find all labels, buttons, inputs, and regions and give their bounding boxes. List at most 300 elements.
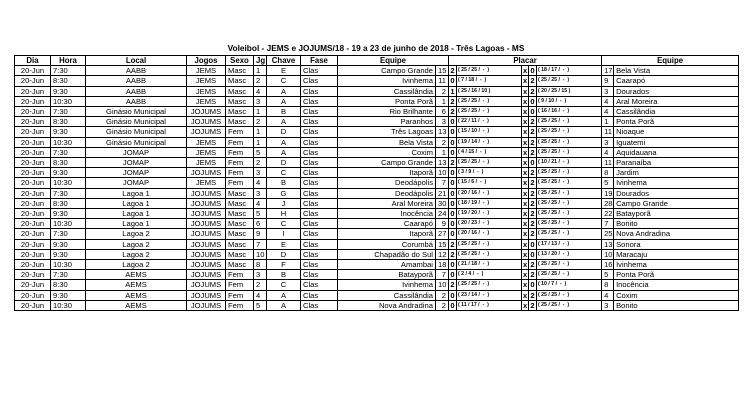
- cell-chave: A: [267, 96, 301, 106]
- cell-sets-b: 2: [530, 229, 535, 239]
- cell-chave: F: [267, 260, 301, 270]
- cell-equipe-b: Bela Vista: [614, 66, 739, 76]
- cell-chave: D: [267, 249, 301, 259]
- cell-parciais-b: ( 25 / 25 / - ): [537, 209, 602, 219]
- cell-local: AABB: [86, 86, 187, 96]
- cell-parciais-b: ( 25 / 25 / - ): [537, 127, 602, 137]
- cell-hora: 7:30: [51, 270, 86, 280]
- cell-parciais-a: ( 4 / 15 / - ): [457, 147, 522, 157]
- cell-sets-a: 2: [450, 96, 455, 106]
- cell-sets-a: 0: [450, 209, 455, 219]
- cell-dia: 20-Jun: [15, 300, 51, 310]
- cell-dia: 20-Jun: [15, 239, 51, 249]
- cell-x: x: [523, 147, 528, 157]
- table-row: [15, 219, 739, 229]
- cell-jogos: JEMS: [187, 76, 226, 86]
- cell-parciais-b: ( 25 / 25 / - ): [537, 270, 602, 280]
- page-title: Voleibol - JEMS e JOJUMS/18 - 19 a 23 de junho de 2018 - Três Lagoas - MS: [227, 43, 525, 53]
- cell-jogos: JOJUMS: [187, 127, 226, 137]
- cell-local: AEMS: [86, 300, 187, 310]
- cell-jg: 5: [254, 147, 267, 157]
- cell-jogos: JOJUMS: [187, 107, 226, 117]
- cell-sexo: Fem: [226, 178, 254, 188]
- cell-num-a: 15: [436, 239, 449, 249]
- cell-sexo: Fem: [226, 127, 254, 137]
- cell-sets-b: 2: [530, 300, 535, 310]
- table-row: [15, 168, 739, 178]
- cell-hora: 8:30: [51, 117, 86, 127]
- cell-sets-a: 0: [450, 117, 455, 127]
- cell-jogos: JOJUMS: [187, 219, 226, 229]
- cell-sets-b: 2: [530, 86, 535, 96]
- cell-num-b: 11: [602, 127, 614, 137]
- cell-x: x: [523, 137, 528, 147]
- cell-sets-b: 2: [530, 76, 535, 86]
- cell-sets-a: 0: [450, 127, 455, 137]
- cell-dia: 20-Jun: [15, 188, 51, 198]
- cell-hora: 7:30: [51, 107, 86, 117]
- cell-local: JOMAP: [86, 168, 187, 178]
- cell-jogos: JOJUMS: [187, 188, 226, 198]
- cell-sexo: Masc: [226, 239, 254, 249]
- cell-num-b: 10: [602, 249, 614, 259]
- cell-x: x: [523, 117, 528, 127]
- cell-local: Ginásio Municipal: [86, 107, 187, 117]
- cell-num-a: 1: [436, 96, 449, 106]
- cell-parciais-b: ( 25 / 25 / - ): [537, 198, 602, 208]
- cell-equipe-a: Coxim: [338, 147, 436, 157]
- cell-sets-a: 0: [450, 147, 455, 157]
- cell-num-a: 30: [436, 198, 449, 208]
- cell-num-a: 15: [436, 66, 449, 76]
- schedule-table: [14, 55, 739, 311]
- header-equipe-a: Equipe: [338, 56, 449, 66]
- cell-num-a: 27: [436, 229, 449, 239]
- cell-fase: Clas: [301, 76, 338, 86]
- cell-parciais-a: ( 7 / 18 / - ): [457, 76, 522, 86]
- cell-sets-a: 0: [450, 219, 455, 229]
- cell-parciais-a: ( 21 / 18 / - ): [457, 260, 522, 270]
- cell-num-a: 24: [436, 209, 449, 219]
- cell-local: Ginásio Municipal: [86, 117, 187, 127]
- cell-parciais-a: ( 2 / 4 / - ): [457, 270, 522, 280]
- cell-sexo: Masc: [226, 188, 254, 198]
- cell-fase: Clas: [301, 249, 338, 259]
- cell-jg: 2: [254, 280, 267, 290]
- table-row: [15, 137, 739, 147]
- cell-sets-a: 1: [450, 86, 455, 96]
- cell-dia: 20-Jun: [15, 290, 51, 300]
- cell-hora: 7:30: [51, 66, 86, 76]
- header-hora: Hora: [51, 56, 86, 66]
- cell-sexo: Masc: [226, 209, 254, 219]
- cell-sexo: Fem: [226, 168, 254, 178]
- cell-chave: A: [267, 147, 301, 157]
- cell-equipe-b: Ivinhema: [614, 260, 739, 270]
- cell-equipe-b: Campo Grande: [614, 198, 739, 208]
- cell-chave: A: [267, 300, 301, 310]
- cell-fase: Clas: [301, 178, 338, 188]
- cell-num-b: 5: [602, 270, 614, 280]
- cell-equipe-b: Paranaíba: [614, 158, 739, 168]
- cell-jg: 7: [254, 239, 267, 249]
- cell-hora: 9:30: [51, 168, 86, 178]
- cell-local: AABB: [86, 96, 187, 106]
- cell-x: x: [523, 219, 528, 229]
- cell-x: x: [523, 249, 528, 259]
- cell-sexo: Fem: [226, 280, 254, 290]
- cell-sets-a: 0: [450, 188, 455, 198]
- cell-sets-a: 2: [450, 239, 455, 249]
- cell-jogos: JEMS: [187, 158, 226, 168]
- cell-jg: 4: [254, 178, 267, 188]
- cell-equipe-a: Campo Grande: [338, 158, 436, 168]
- cell-num-a: 10: [436, 280, 449, 290]
- cell-sets-b: 2: [530, 290, 535, 300]
- cell-parciais-b: ( 25 / 25 / - ): [537, 219, 602, 229]
- cell-jg: 1: [254, 127, 267, 137]
- cell-sets-b: 2: [530, 260, 535, 270]
- cell-num-b: 8: [602, 280, 614, 290]
- cell-local: Lagoa 2: [86, 229, 187, 239]
- cell-sets-a: 0: [450, 260, 455, 270]
- cell-parciais-b: ( 25 / 25 / - ): [537, 76, 602, 86]
- cell-dia: 20-Jun: [15, 219, 51, 229]
- cell-parciais-a: ( 20 / 16 / - ): [457, 188, 522, 198]
- cell-chave: A: [267, 290, 301, 300]
- cell-parciais-a: ( 11 / 17 / - ): [457, 300, 522, 310]
- cell-sets-b: 0: [530, 158, 535, 168]
- cell-equipe-b: Ponta Porã: [614, 270, 739, 280]
- cell-x: x: [523, 96, 528, 106]
- cell-x: x: [523, 260, 528, 270]
- cell-sets-a: 0: [450, 229, 455, 239]
- cell-parciais-b: ( 18 / 17 / - ): [537, 66, 602, 76]
- cell-sets-b: 0: [530, 96, 535, 106]
- cell-equipe-a: Aral Moreira: [338, 198, 436, 208]
- cell-dia: 20-Jun: [15, 117, 51, 127]
- header-equipe-b: Equipe: [602, 56, 739, 66]
- cell-equipe-a: Nova Andradina: [338, 300, 436, 310]
- table-row: [15, 86, 739, 96]
- cell-num-a: 1: [436, 147, 449, 157]
- cell-jogos: JEMS: [187, 137, 226, 147]
- cell-equipe-b: Aral Moreira: [614, 96, 739, 106]
- cell-jg: 2: [254, 76, 267, 86]
- cell-x: x: [523, 107, 528, 117]
- cell-dia: 20-Jun: [15, 178, 51, 188]
- cell-chave: E: [267, 66, 301, 76]
- cell-num-a: 21: [436, 188, 449, 198]
- cell-parciais-a: ( 25 / 25 / - ): [457, 280, 522, 290]
- cell-fase: Clas: [301, 300, 338, 310]
- cell-fase: Clas: [301, 168, 338, 178]
- cell-x: x: [523, 280, 528, 290]
- cell-equipe-b: Coxim: [614, 290, 739, 300]
- cell-parciais-a: ( 19 / 20 / - ): [457, 209, 522, 219]
- cell-x: x: [523, 290, 528, 300]
- cell-hora: 10:30: [51, 137, 86, 147]
- cell-fase: Clas: [301, 198, 338, 208]
- cell-jg: 6: [254, 219, 267, 229]
- cell-equipe-b: Aquidauana: [614, 147, 739, 157]
- cell-equipe-b: Caarapó: [614, 76, 739, 86]
- cell-jogos: JEMS: [187, 66, 226, 76]
- cell-num-b: 4: [602, 290, 614, 300]
- cell-parciais-a: ( 25 / 25 / - ): [457, 107, 522, 117]
- cell-dia: 20-Jun: [15, 229, 51, 239]
- table-row: [15, 300, 739, 310]
- cell-num-a: 11: [436, 76, 449, 86]
- cell-fase: Clas: [301, 219, 338, 229]
- cell-local: Ginásio Municipal: [86, 127, 187, 137]
- cell-fase: Clas: [301, 117, 338, 127]
- cell-local: Ginásio Municipal: [86, 137, 187, 147]
- cell-sets-b: 2: [530, 137, 535, 147]
- cell-jogos: JOJUMS: [187, 168, 226, 178]
- cell-local: AEMS: [86, 290, 187, 300]
- cell-parciais-a: ( 19 / 14 / - ): [457, 137, 522, 147]
- cell-hora: 10:30: [51, 300, 86, 310]
- cell-num-a: 18: [436, 260, 449, 270]
- cell-equipe-a: Chapadão do Sul: [338, 249, 436, 259]
- cell-jogos: JOJUMS: [187, 209, 226, 219]
- cell-hora: 7:30: [51, 147, 86, 157]
- cell-equipe-b: Dourados: [614, 188, 739, 198]
- cell-sets-a: 0: [450, 300, 455, 310]
- cell-chave: B: [267, 270, 301, 280]
- cell-equipe-a: Itaporã: [338, 168, 436, 178]
- cell-chave: A: [267, 117, 301, 127]
- cell-sets-a: 0: [450, 178, 455, 188]
- cell-sets-b: 2: [530, 168, 535, 178]
- table-row: [15, 229, 739, 239]
- table-row: [15, 209, 739, 219]
- cell-chave: C: [267, 168, 301, 178]
- cell-equipe-b: Bonito: [614, 219, 739, 229]
- cell-sexo: Masc: [226, 249, 254, 259]
- cell-sets-a: 0: [450, 198, 455, 208]
- cell-parciais-b: ( 10 / 7 / - ): [537, 280, 602, 290]
- cell-local: JOMAP: [86, 158, 187, 168]
- table-row: [15, 147, 739, 157]
- cell-chave: D: [267, 127, 301, 137]
- cell-dia: 20-Jun: [15, 96, 51, 106]
- cell-parciais-a: ( 25 / 25 / - ): [457, 249, 522, 259]
- cell-local: Lagoa 1: [86, 219, 187, 229]
- cell-equipe-b: Ponta Porã: [614, 117, 739, 127]
- cell-num-a: 2: [436, 86, 449, 96]
- cell-sets-b: 0: [530, 280, 535, 290]
- cell-chave: B: [267, 178, 301, 188]
- cell-chave: G: [267, 188, 301, 198]
- cell-jg: 3: [254, 96, 267, 106]
- schedule-sheet: [14, 41, 738, 311]
- cell-local: AEMS: [86, 270, 187, 280]
- cell-hora: 8:30: [51, 76, 86, 86]
- cell-parciais-b: ( 25 / 25 / - ): [537, 168, 602, 178]
- cell-equipe-a: Itaporã: [338, 229, 436, 239]
- cell-sexo: Masc: [226, 86, 254, 96]
- header-row: [15, 56, 739, 66]
- cell-num-b: 5: [602, 178, 614, 188]
- cell-jg: 4: [254, 198, 267, 208]
- cell-hora: 10:30: [51, 260, 86, 270]
- cell-x: x: [523, 198, 528, 208]
- cell-num-b: 25: [602, 229, 614, 239]
- cell-sets-b: 0: [530, 107, 535, 117]
- cell-parciais-b: ( 25 / 25 / - ): [537, 147, 602, 157]
- cell-equipe-b: Ivinhema: [614, 178, 739, 188]
- cell-jogos: JEMS: [187, 86, 226, 96]
- cell-equipe-b: Cassilândia: [614, 107, 739, 117]
- cell-chave: E: [267, 239, 301, 249]
- cell-num-a: 7: [436, 178, 449, 188]
- cell-parciais-a: ( 25 / 25 / - ): [457, 239, 522, 249]
- cell-jg: 8: [254, 260, 267, 270]
- cell-sets-b: 2: [530, 127, 535, 137]
- cell-sexo: Masc: [226, 96, 254, 106]
- cell-equipe-b: Nova Andradina: [614, 229, 739, 239]
- cell-local: AABB: [86, 66, 187, 76]
- cell-sets-b: 2: [530, 270, 535, 280]
- cell-sets-b: 0: [530, 239, 535, 249]
- cell-fase: Clas: [301, 260, 338, 270]
- table-row: [15, 96, 739, 106]
- header-placar: Placar: [449, 56, 602, 66]
- cell-fase: Clas: [301, 229, 338, 239]
- cell-jogos: JOJUMS: [187, 117, 226, 127]
- table-row: [15, 66, 739, 76]
- cell-sets-b: 0: [530, 66, 535, 76]
- cell-chave: B: [267, 107, 301, 117]
- table-row: [15, 270, 739, 280]
- cell-parciais-a: ( 15 / 10 / - ): [457, 127, 522, 137]
- cell-local: AABB: [86, 76, 187, 86]
- cell-x: x: [523, 66, 528, 76]
- cell-chave: C: [267, 280, 301, 290]
- cell-equipe-b: Inocência: [614, 280, 739, 290]
- schedule-body: [15, 66, 739, 311]
- cell-sets-b: 2: [530, 147, 535, 157]
- cell-sexo: Masc: [226, 76, 254, 86]
- cell-sets-a: 2: [450, 107, 455, 117]
- cell-chave: H: [267, 209, 301, 219]
- cell-local: JOMAP: [86, 178, 187, 188]
- table-row: [15, 198, 739, 208]
- cell-sets-a: 0: [450, 76, 455, 86]
- cell-num-b: 1: [602, 117, 614, 127]
- cell-jg: 3: [254, 168, 267, 178]
- cell-num-a: 9: [436, 219, 449, 229]
- cell-num-b: 19: [602, 188, 614, 198]
- table-row: [15, 127, 739, 137]
- cell-jogos: JOJUMS: [187, 229, 226, 239]
- cell-dia: 20-Jun: [15, 107, 51, 117]
- cell-sexo: Masc: [226, 219, 254, 229]
- cell-jg: 9: [254, 229, 267, 239]
- header-local: Local: [86, 56, 187, 66]
- cell-sexo: Fem: [226, 290, 254, 300]
- table-row: [15, 280, 739, 290]
- cell-dia: 20-Jun: [15, 198, 51, 208]
- cell-hora: 9:30: [51, 249, 86, 259]
- cell-hora: 7:30: [51, 188, 86, 198]
- cell-dia: 20-Jun: [15, 76, 51, 86]
- cell-parciais-b: ( 25 / 25 / - ): [537, 137, 602, 147]
- cell-sets-b: 2: [530, 219, 535, 229]
- cell-sexo: Fem: [226, 300, 254, 310]
- cell-hora: 9:30: [51, 239, 86, 249]
- cell-parciais-a: ( 20 / 23 / - ): [457, 219, 522, 229]
- cell-num-a: 13: [436, 158, 449, 168]
- cell-num-b: 13: [602, 239, 614, 249]
- cell-jogos: JOJUMS: [187, 198, 226, 208]
- cell-sexo: Masc: [226, 66, 254, 76]
- cell-num-a: 7: [436, 270, 449, 280]
- cell-parciais-a: ( 25 / 25 / - ): [457, 96, 522, 106]
- cell-sets-a: 2: [450, 280, 455, 290]
- cell-equipe-a: Inocência: [338, 209, 436, 219]
- cell-equipe-a: Deodápolis: [338, 188, 436, 198]
- table-row: [15, 188, 739, 198]
- cell-parciais-b: ( 17 / 13 / - ): [537, 239, 602, 249]
- cell-parciais-b: ( 20 / 25 / 15 ): [537, 86, 602, 96]
- cell-fase: Clas: [301, 280, 338, 290]
- cell-parciais-b: ( 25 / 25 / - ): [537, 117, 602, 127]
- cell-sexo: Masc: [226, 107, 254, 117]
- cell-hora: 10:30: [51, 96, 86, 106]
- cell-x: x: [523, 188, 528, 198]
- cell-sets-a: 0: [450, 168, 455, 178]
- cell-jg: 1: [254, 107, 267, 117]
- cell-num-b: 17: [602, 66, 614, 76]
- cell-chave: C: [267, 219, 301, 229]
- cell-fase: Clas: [301, 270, 338, 280]
- cell-dia: 20-Jun: [15, 66, 51, 76]
- cell-fase: Clas: [301, 158, 338, 168]
- cell-equipe-a: Ponta Porã: [338, 96, 436, 106]
- cell-sets-b: 2: [530, 117, 535, 127]
- cell-jg: 2: [254, 158, 267, 168]
- cell-sets-a: 0: [450, 290, 455, 300]
- cell-local: AEMS: [86, 280, 187, 290]
- cell-num-b: 16: [602, 260, 614, 270]
- cell-num-a: 13: [436, 127, 449, 137]
- cell-equipe-a: Cassilândia: [338, 290, 436, 300]
- cell-equipe-a: Corumbá: [338, 239, 436, 249]
- cell-equipe-a: Batayporã: [338, 270, 436, 280]
- table-row: [15, 260, 739, 270]
- cell-sets-b: 2: [530, 198, 535, 208]
- cell-sexo: Fem: [226, 270, 254, 280]
- cell-hora: 9:30: [51, 290, 86, 300]
- table-row: [15, 76, 739, 86]
- cell-hora: 10:30: [51, 219, 86, 229]
- cell-parciais-a: ( 18 / 19 / - ): [457, 198, 522, 208]
- cell-dia: 20-Jun: [15, 249, 51, 259]
- cell-num-b: 8: [602, 168, 614, 178]
- cell-sexo: Masc: [226, 198, 254, 208]
- cell-num-b: 28: [602, 198, 614, 208]
- cell-local: Lagoa 1: [86, 209, 187, 219]
- cell-jg: 3: [254, 188, 267, 198]
- cell-num-b: 4: [602, 147, 614, 157]
- cell-parciais-b: ( 10 / 21 / - ): [537, 158, 602, 168]
- cell-x: x: [523, 127, 528, 137]
- cell-equipe-b: Nioaque: [614, 127, 739, 137]
- cell-dia: 20-Jun: [15, 209, 51, 219]
